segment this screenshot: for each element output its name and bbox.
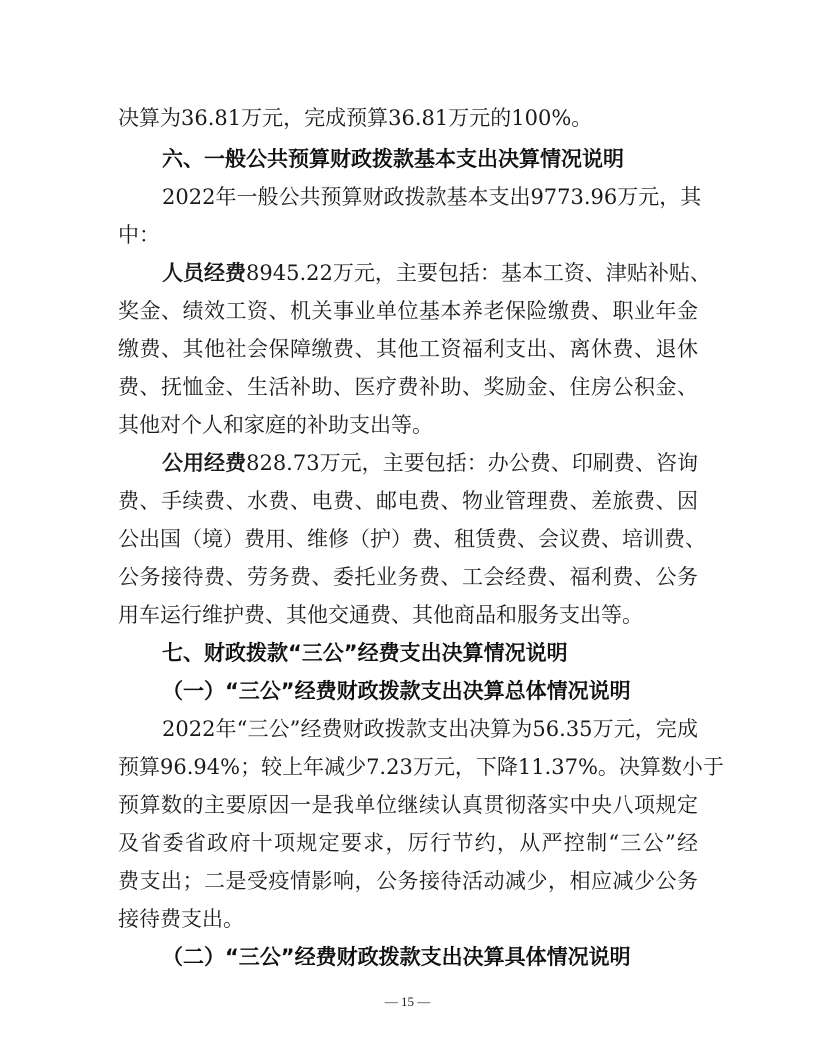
body-line: 缴费、其他社会保障缴费、其他工资福利支出、离休费、退休 <box>118 337 698 361</box>
body-line: 奖金、绩效工资、机关事业单位基本养老保险缴费、职业年金 <box>118 299 698 323</box>
body-line: 费支出；二是受疫情影响，公务接待活动减少，相应减少公务 <box>118 869 698 893</box>
body-line: 中： <box>118 223 160 247</box>
subsection-heading: （一）“三公”经费财政拨款支出决算总体情况说明 <box>162 679 631 703</box>
paragraph-public-lead <box>162 449 698 477</box>
paragraph-personnel-lead <box>162 259 711 287</box>
body-line: 及省委省政府十项规定要求，厉行节约，从严控制“三公”经 <box>118 831 698 855</box>
body-line: 公出国（境）费用、维修（护）费、租赁费、会议费、培训费、 <box>118 527 706 551</box>
body-line: 费、手续费、水费、电费、邮电费、物业管理费、差旅费、因 <box>118 489 698 513</box>
body-line: 决算为36.81万元，完成预算36.81万元的100%。 <box>118 106 593 130</box>
body-line: 预算数的主要原因一是我单位继续认真贯彻落实中央八项规定 <box>118 793 698 817</box>
body-line: 2022年“三公”经费财政拨款支出决算为56.35万元，完成 <box>162 717 698 741</box>
body-line: 其他对个人和家庭的补助支出等。 <box>118 413 433 437</box>
term-label: 公用经费 <box>162 451 247 475</box>
section-heading: 七、财政拨款“三公”经费支出决算情况说明 <box>162 641 568 665</box>
section-heading: 六、一般公共预算财政拨款基本支出决算情况说明 <box>162 147 624 171</box>
body-line: 预算96.94%；较上年减少7.23万元，下降11.37%。决算数小于 <box>118 755 724 779</box>
body-line: 用车运行维护费、其他交通费、其他商品和服务支出等。 <box>118 603 643 627</box>
body-text: 828.73万元，主要包括：办公费、印刷费、咨询 <box>246 451 698 475</box>
page-number: — 15 — <box>384 994 431 1009</box>
body-line: 费、抚恤金、生活补助、医疗费补助、奖励金、住房公积金、 <box>118 375 698 399</box>
body-line: 接待费支出。 <box>118 907 244 931</box>
body-line: 2022年一般公共预算财政拨款基本支出9773.96万元，其 <box>162 185 702 209</box>
body-text: 8945.22万元，主要包括：基本工资、津贴补贴、 <box>246 261 711 285</box>
body-line: 公务接待费、劳务费、委托业务费、工会经费、福利费、公务 <box>118 565 698 589</box>
term-label: 人员经费 <box>162 261 246 285</box>
subsection-heading: （二）“三公”经费财政拨款支出决算具体情况说明 <box>162 945 631 969</box>
